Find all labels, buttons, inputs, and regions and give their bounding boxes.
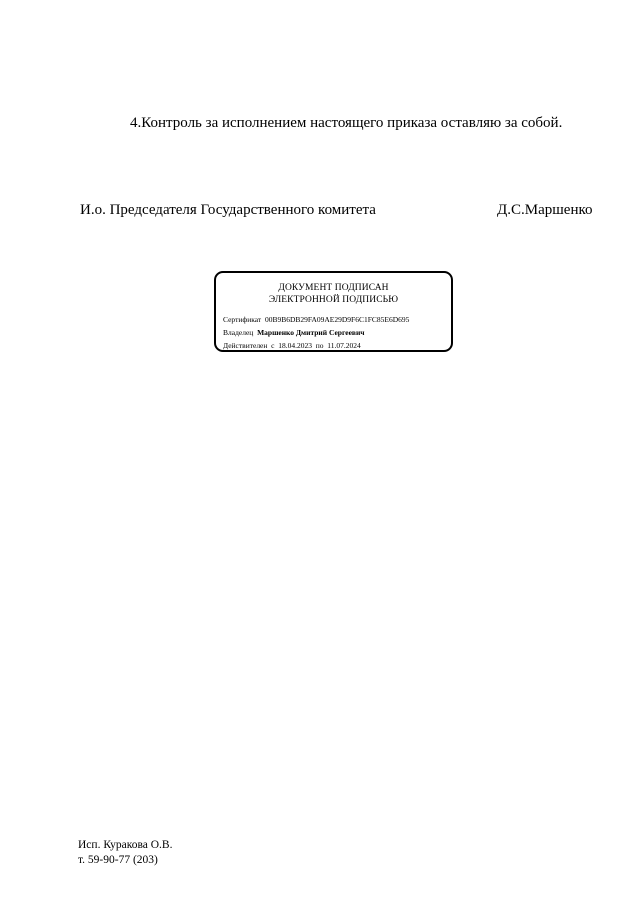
executor-name: Исп. Куракова О.В.	[78, 839, 173, 851]
stamp-title-line1: ДОКУМЕНТ ПОДПИСАН	[278, 283, 389, 293]
executor-phone: т. 59-90-77 (203)	[78, 854, 158, 866]
valid-from-prefix: с	[271, 341, 275, 350]
signer-name: Д.С.Маршенко	[497, 202, 593, 218]
signature-line	[0, 201, 640, 221]
valid-to-prefix: по	[315, 341, 324, 350]
owner-label: Владелец	[223, 328, 254, 337]
owner-value: Маршенко Дмитрий Сергеевич	[257, 328, 365, 337]
stamp-owner-row	[223, 326, 409, 339]
valid-from-date: 18.04.2023	[278, 341, 312, 350]
paragraph-control-clause: 4.Контроль за исполнением настоящего приказа оставляю за собой.	[130, 115, 563, 131]
certificate-value: 00B9B6DB29FA09AE29D9F6C1FC85E6D695	[264, 315, 410, 324]
executor-info	[78, 838, 172, 868]
valid-label: Действителен	[223, 341, 268, 350]
stamp-validity-row	[223, 339, 409, 352]
valid-to-date: 11.07.2024	[327, 341, 361, 350]
electronic-signature-stamp	[214, 271, 453, 352]
stamp-details	[223, 313, 409, 352]
stamp-title	[216, 282, 451, 306]
stamp-certificate-row	[223, 313, 409, 326]
signer-position: И.о. Председателя Государственного комитета	[80, 202, 376, 218]
certificate-label: Сертификат	[223, 315, 262, 324]
stamp-title-line2: ЭЛЕКТРОННОЙ ПОДПИСЬЮ	[268, 295, 399, 305]
